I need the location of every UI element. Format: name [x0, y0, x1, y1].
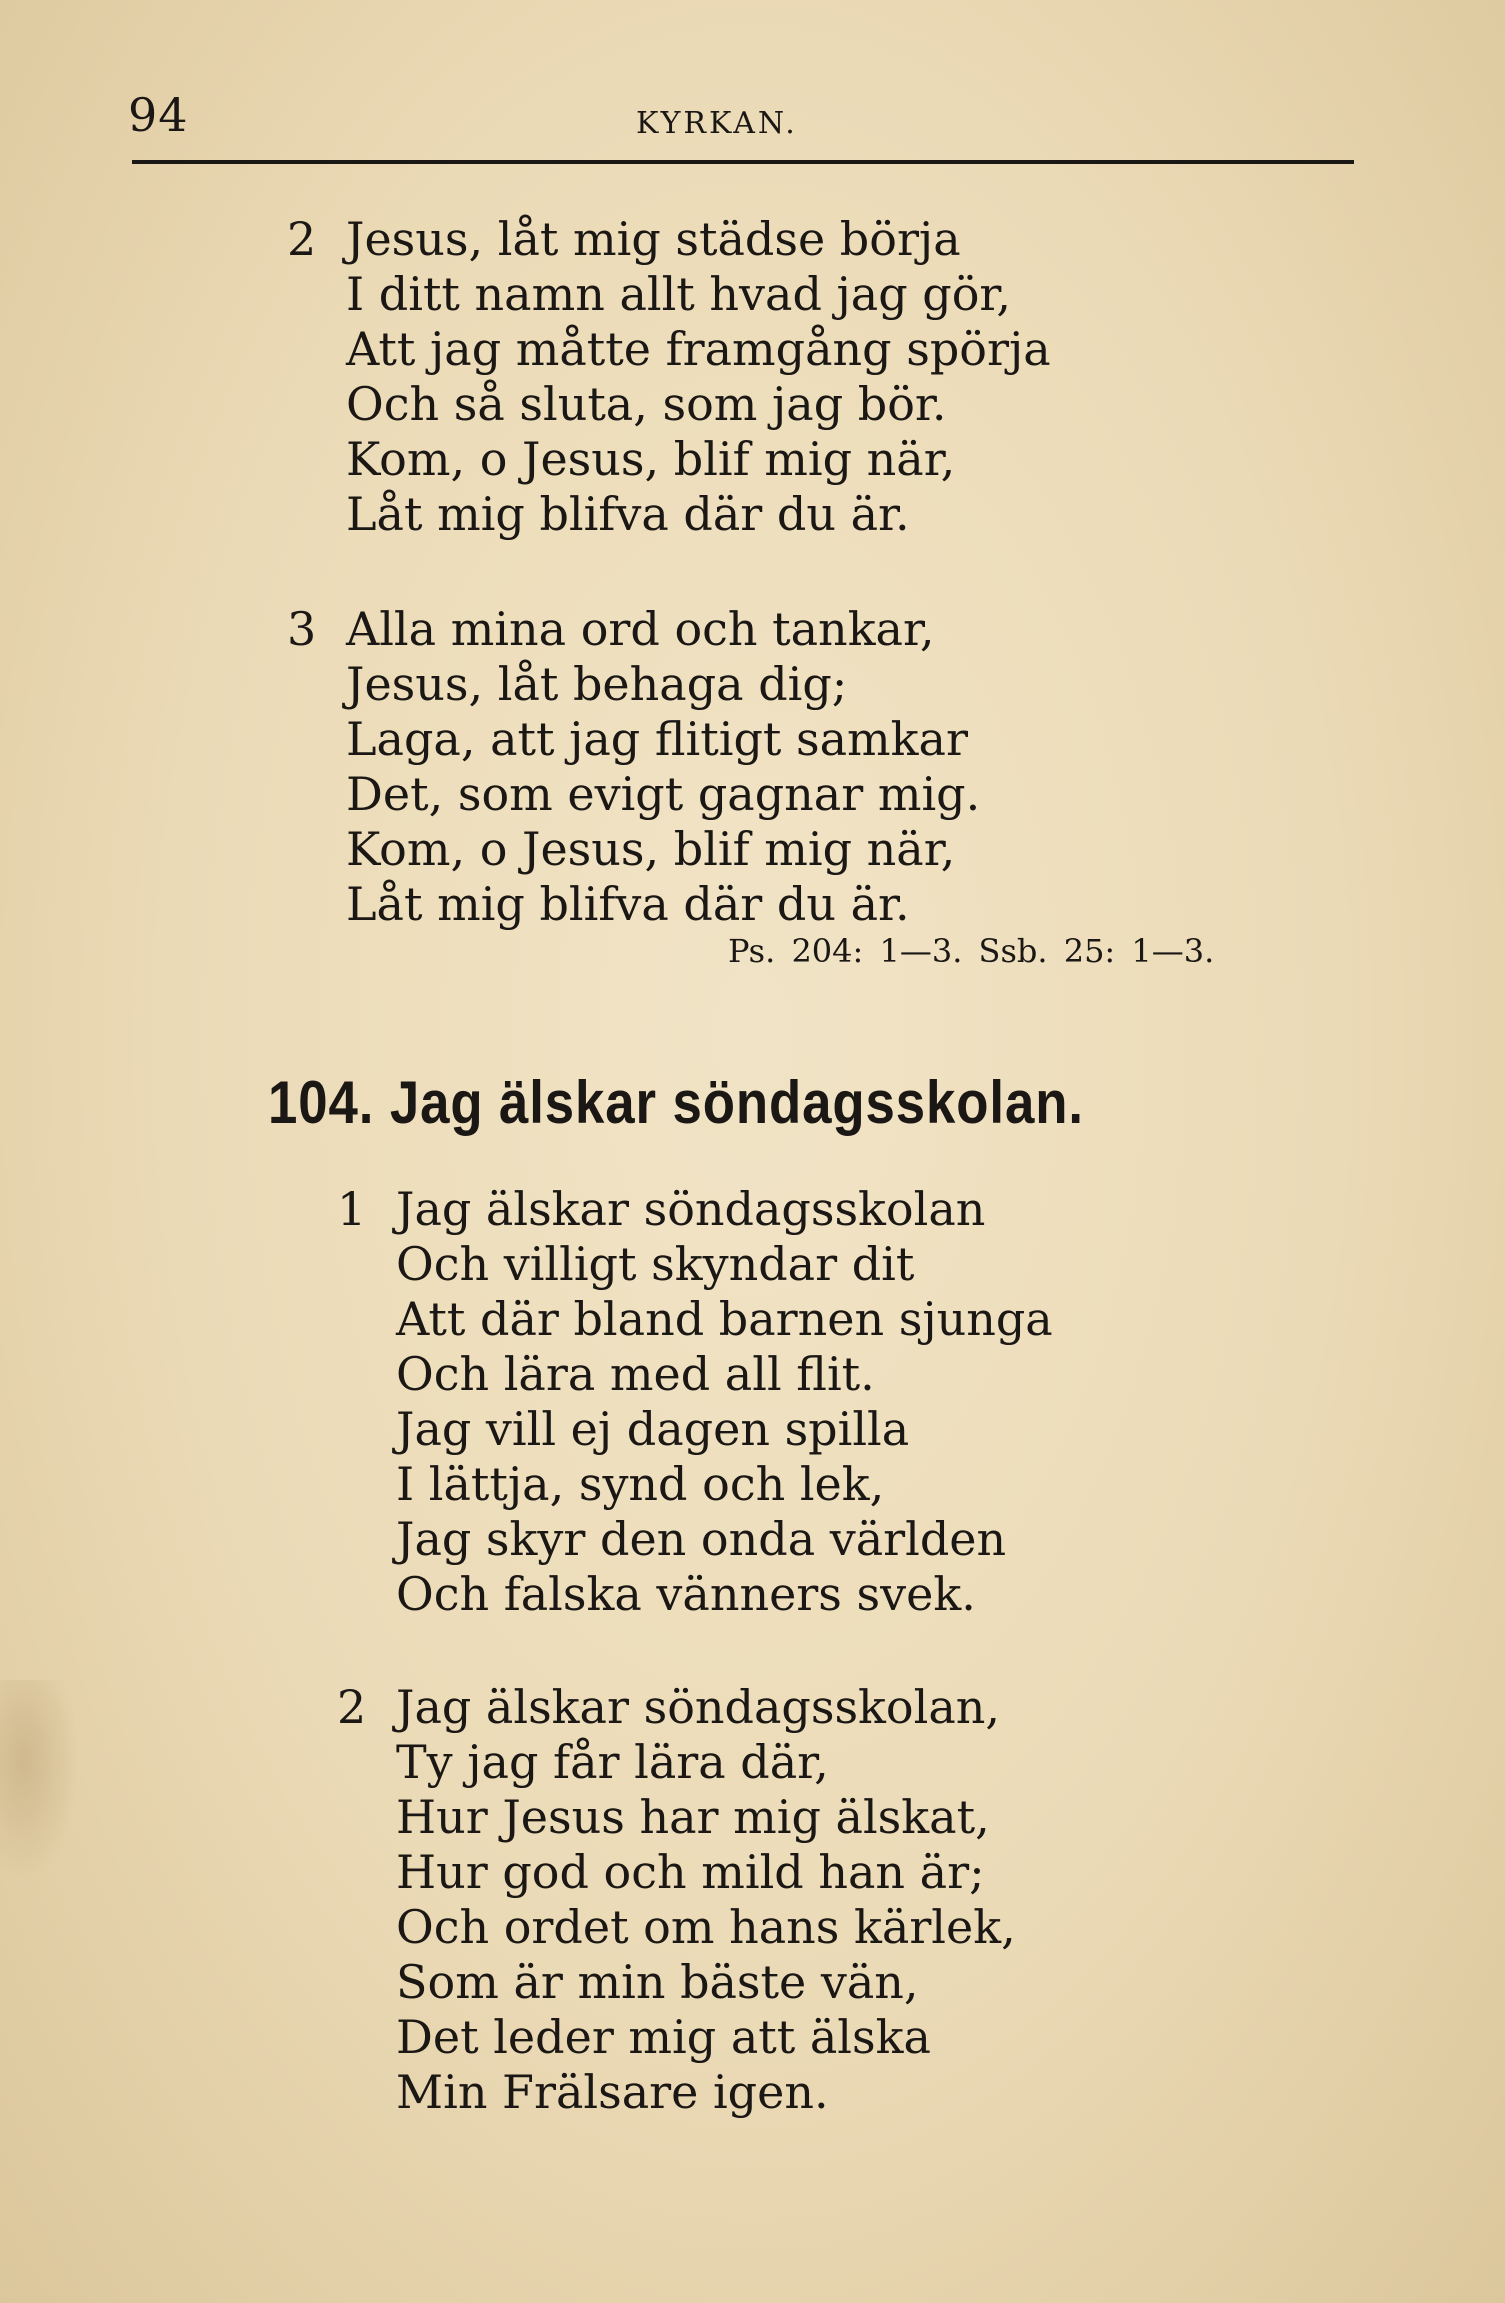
- verse-line: Jag vill ej dagen spilla: [396, 1402, 910, 1456]
- verse-line: Och lära med all flit.: [396, 1347, 875, 1401]
- verse-line: Jag älskar söndagsskolan: [396, 1182, 986, 1236]
- verse-line: Och falska vänners svek.: [396, 1567, 976, 1621]
- page-stain: [0, 1680, 80, 1880]
- verse-line: Ty jag får lära där,: [396, 1735, 829, 1789]
- page-number: 94: [128, 88, 189, 142]
- verse-line: Jag skyr den onda världen: [396, 1512, 1007, 1566]
- verse-line: Jesus, låt behaga dig;: [346, 657, 848, 711]
- verse-number: 2: [337, 1680, 367, 1734]
- previous-hymn-verse-3: [287, 602, 981, 932]
- verse-line: I lättja, synd och lek,: [396, 1457, 885, 1511]
- verse-number: 3: [287, 602, 317, 656]
- verse-line: Att jag måtte framgång spörja: [346, 322, 1051, 376]
- running-head: KYRKAN.: [636, 106, 798, 141]
- verse-line: Min Frälsare igen.: [396, 2065, 829, 2119]
- verse-line: I ditt namn allt hvad jag gör,: [346, 267, 1011, 321]
- verse-line: Alla mina ord och tankar,: [346, 602, 935, 656]
- verse-line: Låt mig blifva där du är.: [346, 877, 910, 931]
- verse-number: 1: [337, 1182, 367, 1236]
- hymn-verse-2: [337, 1680, 1016, 2120]
- verse-line: Jag älskar söndagsskolan,: [396, 1680, 1000, 1734]
- verse-line: Kom, o Jesus, blif mig när,: [346, 432, 956, 486]
- verse-line: Jesus, låt mig städse börja: [346, 212, 961, 266]
- verse-line: Kom, o Jesus, blif mig när,: [346, 822, 956, 876]
- verse-line: Att där bland barnen sjunga: [396, 1292, 1053, 1346]
- verse-line: Och så sluta, som jag bör.: [346, 377, 947, 431]
- scripture-reference: Ps. 204: 1—3. Ssb. 25: 1—3.: [728, 932, 1215, 970]
- verse-line: Det leder mig att älska: [396, 2010, 931, 2064]
- page-header: [128, 88, 1354, 148]
- header-rule: [132, 160, 1354, 164]
- verse-line: Hur Jesus har mig älskat,: [396, 1790, 990, 1844]
- verse-line: Det, som evigt gagnar mig.: [346, 767, 981, 821]
- verse-line: Som är min bäste vän,: [396, 1955, 919, 2009]
- verse-line: Och ordet om hans kärlek,: [396, 1900, 1016, 1954]
- hymn-title: 104. Jag älskar söndagsskolan.: [268, 1069, 1084, 1136]
- verse-line: Hur god och mild han är;: [396, 1845, 985, 1899]
- hymn-verse-1: [337, 1182, 1053, 1622]
- verse-line: Laga, att jag flitigt samkar: [346, 712, 968, 766]
- verse-number: 2: [287, 212, 317, 266]
- verse-line: Och villigt skyndar dit: [396, 1237, 915, 1291]
- previous-hymn-verse-2: [287, 212, 1051, 542]
- verse-line: Låt mig blifva där du är.: [346, 487, 910, 541]
